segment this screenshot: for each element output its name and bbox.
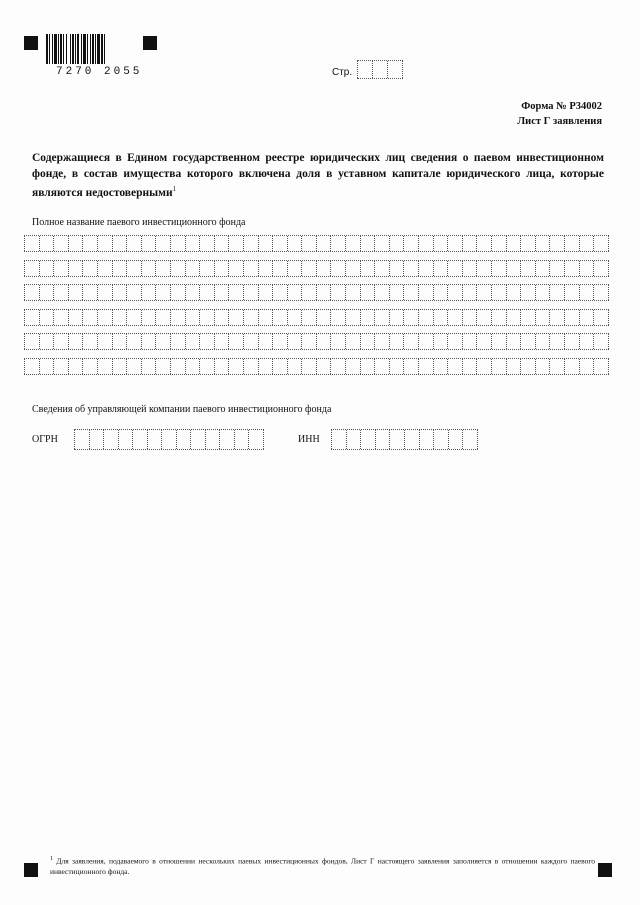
inn-cell[interactable] <box>390 430 405 449</box>
fund-name-cell[interactable] <box>317 285 332 300</box>
fund-name-cell[interactable] <box>186 261 201 276</box>
fund-name-cell[interactable] <box>434 334 449 349</box>
fund-name-cell[interactable] <box>200 285 215 300</box>
fund-name-row[interactable] <box>24 235 609 252</box>
footnote <box>50 854 595 877</box>
fund-name-cell[interactable] <box>390 359 405 374</box>
fund-name-cell[interactable] <box>113 236 128 251</box>
fund-name-cell[interactable] <box>521 236 536 251</box>
fund-name-cell[interactable] <box>463 310 478 325</box>
fund-name-cell[interactable] <box>477 261 492 276</box>
fund-name-cell[interactable] <box>580 359 595 374</box>
fund-name-cell[interactable] <box>521 359 536 374</box>
fund-name-cell[interactable] <box>288 334 303 349</box>
fund-name-cell[interactable] <box>580 236 595 251</box>
fund-name-cell[interactable] <box>507 310 522 325</box>
fund-name-cell[interactable] <box>463 359 478 374</box>
fund-name-cell[interactable] <box>215 285 230 300</box>
fund-name-cell[interactable] <box>361 285 376 300</box>
fund-name-cell[interactable] <box>580 285 595 300</box>
fund-name-cell[interactable] <box>24 334 40 349</box>
fund-name-cell[interactable] <box>288 359 303 374</box>
registration-marker-top-left <box>24 36 38 50</box>
fund-name-cell[interactable] <box>215 359 230 374</box>
fund-name-cell[interactable] <box>331 310 346 325</box>
inn-cell[interactable] <box>463 430 478 449</box>
fund-name-cell[interactable] <box>507 236 522 251</box>
fund-name-cell[interactable] <box>69 310 84 325</box>
fund-name-cell[interactable] <box>507 359 522 374</box>
fund-name-cell[interactable] <box>302 334 317 349</box>
fund-name-cell[interactable] <box>229 285 244 300</box>
page-number-field[interactable] <box>357 60 403 79</box>
inn-field[interactable] <box>331 429 478 450</box>
section-heading-text: Содержащиеся в Едином государственном реестре юридических лиц сведения о паевом инвестиционном фонде, в состав имущества которого включена доля в уставном капитале юридического лица, которые являются недостоверными <box>32 152 604 199</box>
fund-name-cell[interactable] <box>54 310 69 325</box>
fund-name-cell[interactable] <box>448 236 463 251</box>
fund-name-cell[interactable] <box>404 261 419 276</box>
ogrn-cell[interactable] <box>74 430 90 449</box>
fund-name-cell[interactable] <box>40 236 55 251</box>
fund-name-cell[interactable] <box>54 236 69 251</box>
fund-name-cell[interactable] <box>69 285 84 300</box>
ogrn-cell[interactable] <box>177 430 192 449</box>
fund-name-cell[interactable] <box>69 236 84 251</box>
fund-name-cell[interactable] <box>215 236 230 251</box>
fund-name-cell[interactable] <box>156 359 171 374</box>
fund-name-cell[interactable] <box>375 310 390 325</box>
fund-name-cell[interactable] <box>419 261 434 276</box>
fund-name-cell[interactable] <box>142 310 157 325</box>
ogrn-label: ОГРН <box>32 434 58 445</box>
fund-name-cell[interactable] <box>463 285 478 300</box>
fund-name-cell[interactable] <box>521 310 536 325</box>
fund-name-cell[interactable] <box>419 310 434 325</box>
fund-name-cell[interactable] <box>186 285 201 300</box>
fund-name-cell[interactable] <box>317 359 332 374</box>
fund-name-cell[interactable] <box>302 310 317 325</box>
fund-name-row[interactable] <box>24 333 609 350</box>
fund-name-cell[interactable] <box>156 285 171 300</box>
fund-name-cell[interactable] <box>463 261 478 276</box>
fund-name-cell[interactable] <box>317 334 332 349</box>
fund-name-cell[interactable] <box>448 359 463 374</box>
fund-name-cell[interactable] <box>536 285 551 300</box>
fund-name-cell[interactable] <box>186 334 201 349</box>
fund-name-cell[interactable] <box>113 359 128 374</box>
fund-name-cell[interactable] <box>127 285 142 300</box>
fund-name-cell[interactable] <box>565 261 580 276</box>
fund-name-cell[interactable] <box>492 261 507 276</box>
fund-name-cell[interactable] <box>477 334 492 349</box>
fund-name-cell[interactable] <box>477 236 492 251</box>
fund-name-cell[interactable] <box>171 236 186 251</box>
fund-name-cell[interactable] <box>69 334 84 349</box>
inn-cell[interactable] <box>347 430 362 449</box>
inn-cell[interactable] <box>405 430 420 449</box>
fund-name-cell[interactable] <box>142 334 157 349</box>
fund-name-cell[interactable] <box>361 334 376 349</box>
fund-name-cell[interactable] <box>434 285 449 300</box>
ogrn-cell[interactable] <box>119 430 134 449</box>
ogrn-cell[interactable] <box>220 430 235 449</box>
fund-name-cell[interactable] <box>113 310 128 325</box>
fund-name-cell[interactable] <box>565 236 580 251</box>
fund-name-cell[interactable] <box>302 285 317 300</box>
fund-name-cell[interactable] <box>594 261 609 276</box>
fund-name-cell[interactable] <box>244 359 259 374</box>
fund-name-cell[interactable] <box>302 359 317 374</box>
inn-cell[interactable] <box>376 430 391 449</box>
fund-name-cell[interactable] <box>186 236 201 251</box>
fund-name-cell[interactable] <box>477 310 492 325</box>
fund-name-row[interactable] <box>24 260 609 277</box>
inn-cell[interactable] <box>434 430 449 449</box>
fund-name-cell[interactable] <box>98 261 113 276</box>
fund-name-cell[interactable] <box>24 285 40 300</box>
fund-name-cell[interactable] <box>507 285 522 300</box>
form-header <box>517 99 602 129</box>
inn-label: ИНН <box>298 434 320 445</box>
fund-name-cell[interactable] <box>404 236 419 251</box>
fund-name-cell[interactable] <box>536 334 551 349</box>
fund-name-cell[interactable] <box>419 236 434 251</box>
fund-name-cell[interactable] <box>594 359 609 374</box>
fund-name-cell[interactable] <box>492 285 507 300</box>
fund-name-cell[interactable] <box>390 261 405 276</box>
fund-name-cell[interactable] <box>390 236 405 251</box>
fund-name-cell[interactable] <box>346 359 361 374</box>
fund-name-cell[interactable] <box>536 310 551 325</box>
fund-name-cell[interactable] <box>113 261 128 276</box>
fund-name-cell[interactable] <box>492 334 507 349</box>
fund-name-cell[interactable] <box>156 236 171 251</box>
fund-name-cell[interactable] <box>361 359 376 374</box>
fund-name-cell[interactable] <box>98 359 113 374</box>
ogrn-cell[interactable] <box>90 430 105 449</box>
fund-name-cell[interactable] <box>492 359 507 374</box>
heading-footnote-mark: 1 <box>172 185 177 193</box>
fund-name-cell[interactable] <box>24 310 40 325</box>
fund-name-cell[interactable] <box>317 310 332 325</box>
fund-name-cell[interactable] <box>244 310 259 325</box>
ogrn-cell[interactable] <box>249 430 264 449</box>
footnote-mark: 1 <box>50 856 53 862</box>
fund-name-cell[interactable] <box>273 359 288 374</box>
fund-name-cell[interactable] <box>434 310 449 325</box>
fund-name-cell[interactable] <box>127 310 142 325</box>
fund-name-cell[interactable] <box>507 261 522 276</box>
fund-name-cell[interactable] <box>24 261 40 276</box>
fund-name-cell[interactable] <box>127 261 142 276</box>
fund-name-cell[interactable] <box>229 334 244 349</box>
fund-name-cell[interactable] <box>288 236 303 251</box>
fund-name-cell[interactable] <box>390 334 405 349</box>
fund-name-cell[interactable] <box>215 261 230 276</box>
fund-name-cell[interactable] <box>40 285 55 300</box>
section-heading <box>32 151 604 201</box>
fund-name-cell[interactable] <box>463 334 478 349</box>
ogrn-cell[interactable] <box>191 430 206 449</box>
fund-name-cell[interactable] <box>302 261 317 276</box>
fund-name-cell[interactable] <box>244 236 259 251</box>
fund-name-cell[interactable] <box>434 359 449 374</box>
fund-name-cell[interactable] <box>171 334 186 349</box>
fund-name-cell[interactable] <box>536 261 551 276</box>
fund-name-cell[interactable] <box>550 359 565 374</box>
fund-name-cell[interactable] <box>40 334 55 349</box>
fund-name-cell[interactable] <box>288 285 303 300</box>
fund-name-cell[interactable] <box>259 261 274 276</box>
fund-name-cell[interactable] <box>346 285 361 300</box>
fund-name-cell[interactable] <box>142 285 157 300</box>
fund-name-cell[interactable] <box>156 261 171 276</box>
fund-name-cell[interactable] <box>434 261 449 276</box>
fund-name-cell[interactable] <box>361 310 376 325</box>
fund-name-cell[interactable] <box>186 310 201 325</box>
fund-name-cell[interactable] <box>507 334 522 349</box>
fund-name-cell[interactable] <box>404 310 419 325</box>
barcode-number: 7270 2055 <box>56 66 143 78</box>
fund-name-cell[interactable] <box>259 236 274 251</box>
fund-name-cell[interactable] <box>98 334 113 349</box>
fund-name-cell[interactable] <box>215 334 230 349</box>
fund-name-cell[interactable] <box>40 261 55 276</box>
fund-name-cell[interactable] <box>361 236 376 251</box>
fund-name-cell[interactable] <box>98 285 113 300</box>
fund-name-cell[interactable] <box>580 334 595 349</box>
fund-name-cell[interactable] <box>273 236 288 251</box>
fund-name-cell[interactable] <box>200 310 215 325</box>
fund-name-cell[interactable] <box>24 236 40 251</box>
fund-name-cell[interactable] <box>215 310 230 325</box>
fund-name-cell[interactable] <box>346 236 361 251</box>
fund-name-cell[interactable] <box>156 310 171 325</box>
fund-name-cell[interactable] <box>521 334 536 349</box>
fund-name-cell[interactable] <box>171 285 186 300</box>
fund-name-cell[interactable] <box>259 334 274 349</box>
fund-name-cell[interactable] <box>594 310 609 325</box>
fund-name-cell[interactable] <box>565 334 580 349</box>
fund-name-cell[interactable] <box>331 261 346 276</box>
fund-name-cell[interactable] <box>127 334 142 349</box>
fund-name-cell[interactable] <box>259 310 274 325</box>
fund-name-cell[interactable] <box>273 261 288 276</box>
fund-name-cell[interactable] <box>317 261 332 276</box>
fund-name-cell[interactable] <box>463 236 478 251</box>
fund-name-cell[interactable] <box>69 261 84 276</box>
fund-name-cell[interactable] <box>259 285 274 300</box>
fund-name-cell[interactable] <box>273 310 288 325</box>
fund-name-cell[interactable] <box>229 359 244 374</box>
fund-name-cell[interactable] <box>448 285 463 300</box>
fund-name-cell[interactable] <box>229 236 244 251</box>
fund-name-cell[interactable] <box>83 334 98 349</box>
fund-name-cell[interactable] <box>448 334 463 349</box>
fund-name-cell[interactable] <box>390 285 405 300</box>
inn-cell[interactable] <box>420 430 435 449</box>
fund-name-cell[interactable] <box>404 334 419 349</box>
fund-name-cell[interactable] <box>288 261 303 276</box>
fund-name-cell[interactable] <box>434 236 449 251</box>
fund-name-cell[interactable] <box>83 236 98 251</box>
fund-name-cell[interactable] <box>200 261 215 276</box>
fund-name-cell[interactable] <box>346 334 361 349</box>
fund-name-cell[interactable] <box>302 236 317 251</box>
fund-name-cell[interactable] <box>477 285 492 300</box>
fund-name-row[interactable] <box>24 358 609 375</box>
ogrn-cell[interactable] <box>162 430 177 449</box>
fund-name-cell[interactable] <box>113 285 128 300</box>
fund-name-cell[interactable] <box>200 334 215 349</box>
fund-name-cell[interactable] <box>259 359 274 374</box>
fund-name-cell[interactable] <box>331 285 346 300</box>
fund-name-cell[interactable] <box>419 285 434 300</box>
fund-name-cell[interactable] <box>375 236 390 251</box>
fund-name-cell[interactable] <box>448 310 463 325</box>
fund-name-cell[interactable] <box>404 359 419 374</box>
fund-name-cell[interactable] <box>54 359 69 374</box>
form-number: Форма № Р34002 <box>521 101 602 112</box>
inn-cell[interactable] <box>331 430 347 449</box>
ogrn-cell[interactable] <box>206 430 221 449</box>
fund-name-cell[interactable] <box>83 285 98 300</box>
ogrn-field[interactable] <box>74 429 264 450</box>
fund-name-cell[interactable] <box>331 334 346 349</box>
fund-name-cell[interactable] <box>375 261 390 276</box>
fund-name-row[interactable] <box>24 284 609 301</box>
fund-name-cell[interactable] <box>565 285 580 300</box>
fund-name-cell[interactable] <box>346 261 361 276</box>
fund-name-cell[interactable] <box>419 334 434 349</box>
fund-name-cell[interactable] <box>40 359 55 374</box>
fund-name-cell[interactable] <box>142 359 157 374</box>
fund-name-cell[interactable] <box>375 334 390 349</box>
fund-name-cell[interactable] <box>171 261 186 276</box>
fund-name-cell[interactable] <box>200 359 215 374</box>
fund-name-cell[interactable] <box>83 359 98 374</box>
fund-name-cell[interactable] <box>229 310 244 325</box>
fund-name-cell[interactable] <box>375 285 390 300</box>
ogrn-cell[interactable] <box>235 430 250 449</box>
registration-marker-bottom-left <box>24 863 38 877</box>
fund-name-cell[interactable] <box>317 236 332 251</box>
fund-name-cell[interactable] <box>565 310 580 325</box>
fund-name-cell[interactable] <box>54 285 69 300</box>
fund-name-cell[interactable] <box>24 359 40 374</box>
registration-marker-top-right <box>143 36 157 50</box>
ogrn-cell[interactable] <box>104 430 119 449</box>
inn-cell[interactable] <box>361 430 376 449</box>
fund-name-cell[interactable] <box>98 236 113 251</box>
fund-name-cell[interactable] <box>40 310 55 325</box>
fund-name-cell[interactable] <box>550 236 565 251</box>
fund-name-cell[interactable] <box>550 310 565 325</box>
fund-name-cell[interactable] <box>127 236 142 251</box>
ogrn-cell[interactable] <box>148 430 163 449</box>
fund-name-cell[interactable] <box>521 285 536 300</box>
fund-name-cell[interactable] <box>273 285 288 300</box>
fund-name-cell[interactable] <box>229 261 244 276</box>
fund-name-cell[interactable] <box>142 236 157 251</box>
fund-name-cell[interactable] <box>550 261 565 276</box>
fund-name-row[interactable] <box>24 309 609 326</box>
fund-name-cell[interactable] <box>54 334 69 349</box>
fund-name-cell[interactable] <box>288 310 303 325</box>
fund-name-cell[interactable] <box>419 359 434 374</box>
page-label: Стр. <box>332 67 353 78</box>
fund-name-cell[interactable] <box>244 285 259 300</box>
sheet-title: Лист Г заявления <box>517 116 602 127</box>
inn-cell[interactable] <box>449 430 464 449</box>
fund-name-cell[interactable] <box>580 261 595 276</box>
fund-name-cell[interactable] <box>550 334 565 349</box>
registration-marker-bottom-right <box>598 863 612 877</box>
fund-name-cell[interactable] <box>171 359 186 374</box>
fund-name-cell[interactable] <box>492 310 507 325</box>
fund-name-cell[interactable] <box>244 334 259 349</box>
fund-name-cell[interactable] <box>550 285 565 300</box>
fund-name-cell[interactable] <box>594 285 609 300</box>
fund-name-cell[interactable] <box>346 310 361 325</box>
management-company-label: Сведения об управляющей компании паевого инвестиционного фонда <box>32 404 332 415</box>
fund-name-cell[interactable] <box>331 236 346 251</box>
fund-name-cell[interactable] <box>375 359 390 374</box>
fund-name-cell[interactable] <box>171 310 186 325</box>
fund-name-cell[interactable] <box>156 334 171 349</box>
fund-name-label: Полное название паевого инвестиционного фонда <box>32 217 246 228</box>
fund-name-cell[interactable] <box>594 334 609 349</box>
fund-name-cell[interactable] <box>390 310 405 325</box>
fund-name-cell[interactable] <box>273 334 288 349</box>
fund-name-cell[interactable] <box>83 261 98 276</box>
barcode-image <box>46 34 132 64</box>
fund-name-cell[interactable] <box>142 261 157 276</box>
fund-name-cell[interactable] <box>98 310 113 325</box>
footnote-text: Для заявления, подаваемого в отношении нескольких паевых инвестиционных фондов, Лист Г настоящего заявления заполняется в отношении каждого паевого инвестиционного фонда. <box>50 856 595 876</box>
ogrn-cell[interactable] <box>133 430 148 449</box>
fund-name-cell[interactable] <box>54 261 69 276</box>
fund-name-cell[interactable] <box>448 261 463 276</box>
fund-name-cell[interactable] <box>580 310 595 325</box>
fund-name-cell[interactable] <box>244 261 259 276</box>
fund-name-cell[interactable] <box>200 236 215 251</box>
fund-name-cell[interactable] <box>492 236 507 251</box>
fund-name-cell[interactable] <box>83 310 98 325</box>
fund-name-cell[interactable] <box>186 359 201 374</box>
fund-name-cell[interactable] <box>477 359 492 374</box>
fund-name-cell[interactable] <box>594 236 609 251</box>
fund-name-cell[interactable] <box>331 359 346 374</box>
fund-name-cell[interactable] <box>404 285 419 300</box>
fund-name-cell[interactable] <box>521 261 536 276</box>
fund-name-cell[interactable] <box>127 359 142 374</box>
fund-name-cell[interactable] <box>536 359 551 374</box>
fund-name-cell[interactable] <box>536 236 551 251</box>
fund-name-cell[interactable] <box>113 334 128 349</box>
fund-name-cell[interactable] <box>69 359 84 374</box>
fund-name-cell[interactable] <box>565 359 580 374</box>
fund-name-cell[interactable] <box>361 261 376 276</box>
